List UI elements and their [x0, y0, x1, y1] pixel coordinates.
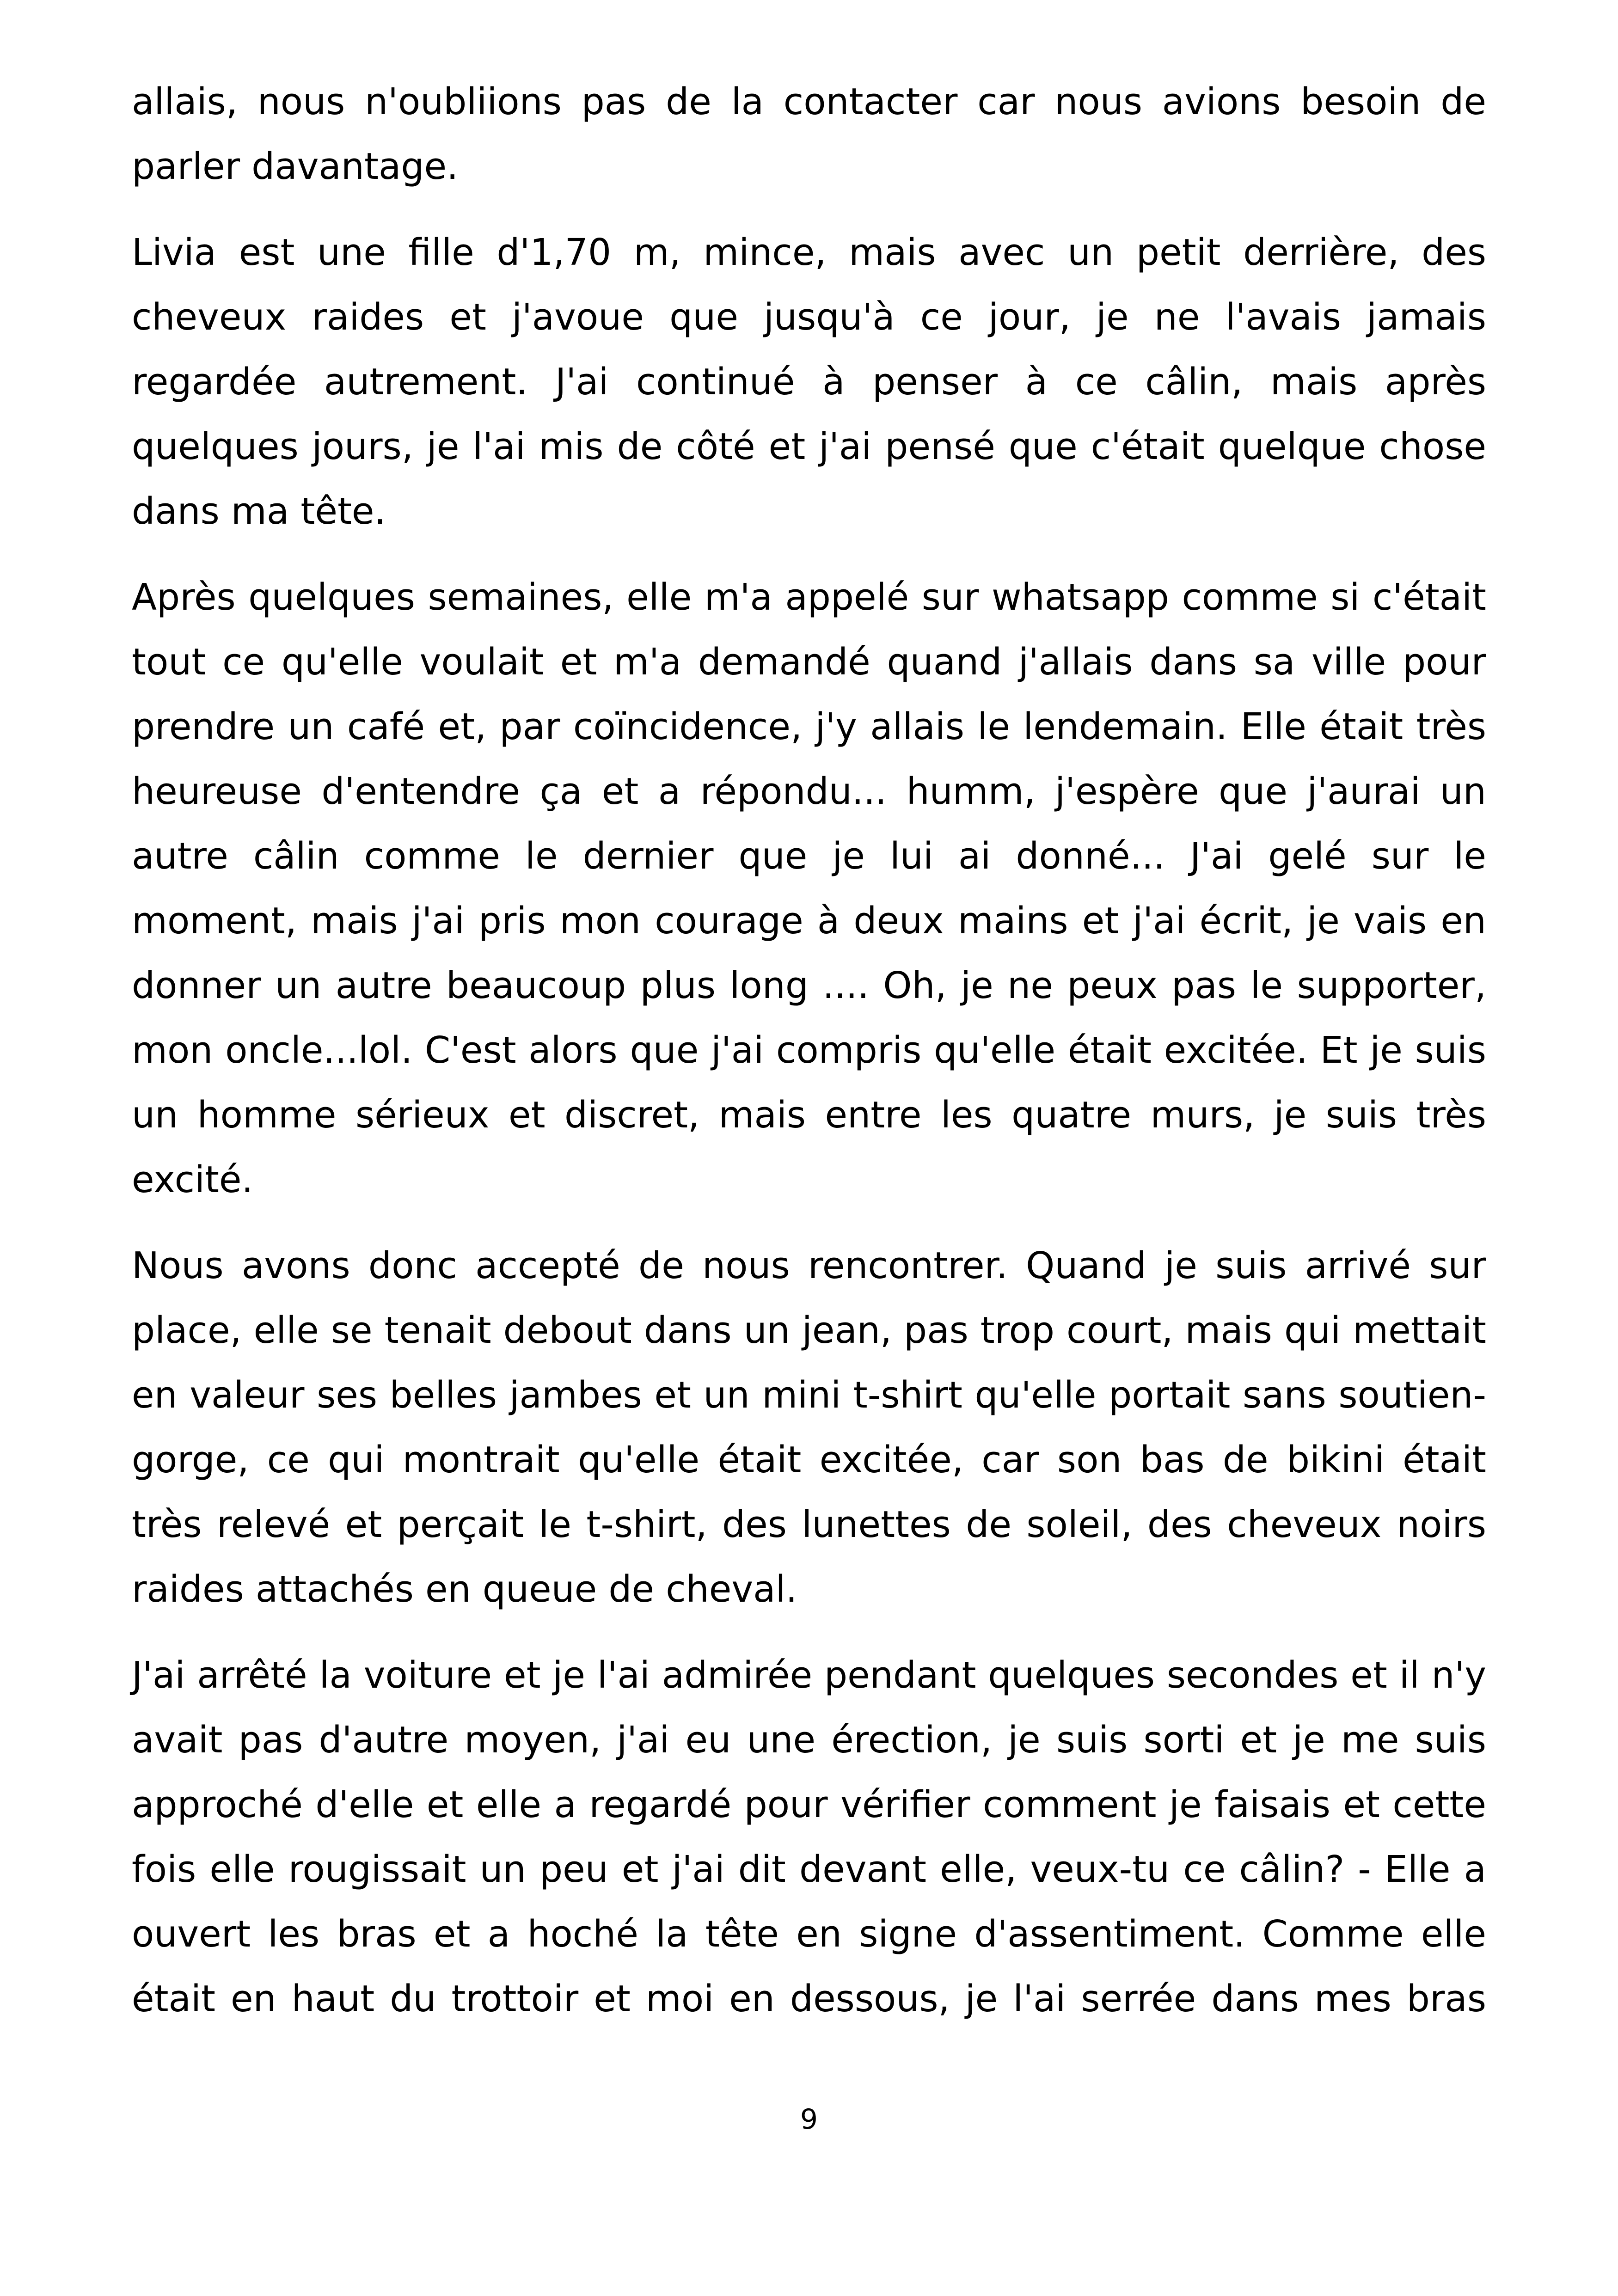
page-number: 9	[800, 2103, 818, 2136]
paragraph-4: Nous avons donc accepté de nous rencontrer. Quand je suis arrivé sur place, elle se tenait debout dans un jean, pas trop court, mais qui mettait en valeur ses belles jambes et un mini t-shirt qu'elle portait sans soutien-gorge, ce qui montrait qu'elle était excitée, car son bas de bikini était très relevé et perçait le t-shirt, des lunettes de soleil, des cheveux noirs raides attachés en queue de cheval.	[132, 1244, 1486, 1610]
paragraph-2: Livia est une fille d'1,70 m, mince, mais avec un petit derrière, des cheveux raides et j'avoue que jusqu'à ce jour, je ne l'avais jamais regardée autrement. J'ai continué à penser à ce câlin, mais après quelques jours, je l'ai mis de côté et j'ai pensé que c'était quelque chose dans ma tête.	[132, 231, 1486, 533]
paragraph-3: Après quelques semaines, elle m'a appelé sur whatsapp comme si c'était tout ce qu'elle voulait et m'a demandé quand j'allais dans sa ville pour prendre un café et, par coïncidence, j'y allais le lendemain. Elle était très heureuse d'entendre ça et a répondu... humm, j'espère que j'aurai un autre câlin comme le dernier que je lui ai donné... J'ai gelé sur le moment, mais j'ai pris mon courage à deux mains et j'ai écrit, je vais en donner un autre beaucoup plus long .... Oh, je ne peux pas le supporter, mon oncle...lol. C'est alors que j'ai compris qu'elle était excitée. Et je suis un homme sérieux et discret, mais entre les quatre murs, je suis très excité.	[132, 576, 1486, 1201]
body-text	[132, 69, 1486, 2052]
paragraph-5: J'ai arrêté la voiture et je l'ai admirée pendant quelques secondes et il n'y avait pas d'autre moyen, j'ai eu une érection, je suis sorti et je me suis approché d'elle et elle a regardé pour vérifier comment je faisais et cette fois elle rougissait un peu et j'ai dit devant elle, veux-tu ce câlin? - Elle a ouvert les bras et a hoché la tête en signe d'assentiment. Comme elle était en haut du trottoir et moi en dessous, je l'ai serrée dans mes bras	[132, 1654, 1486, 2020]
paragraph-1: allais, nous n'oubliions pas de la contacter car nous avions besoin de parler davantage.	[132, 80, 1486, 188]
